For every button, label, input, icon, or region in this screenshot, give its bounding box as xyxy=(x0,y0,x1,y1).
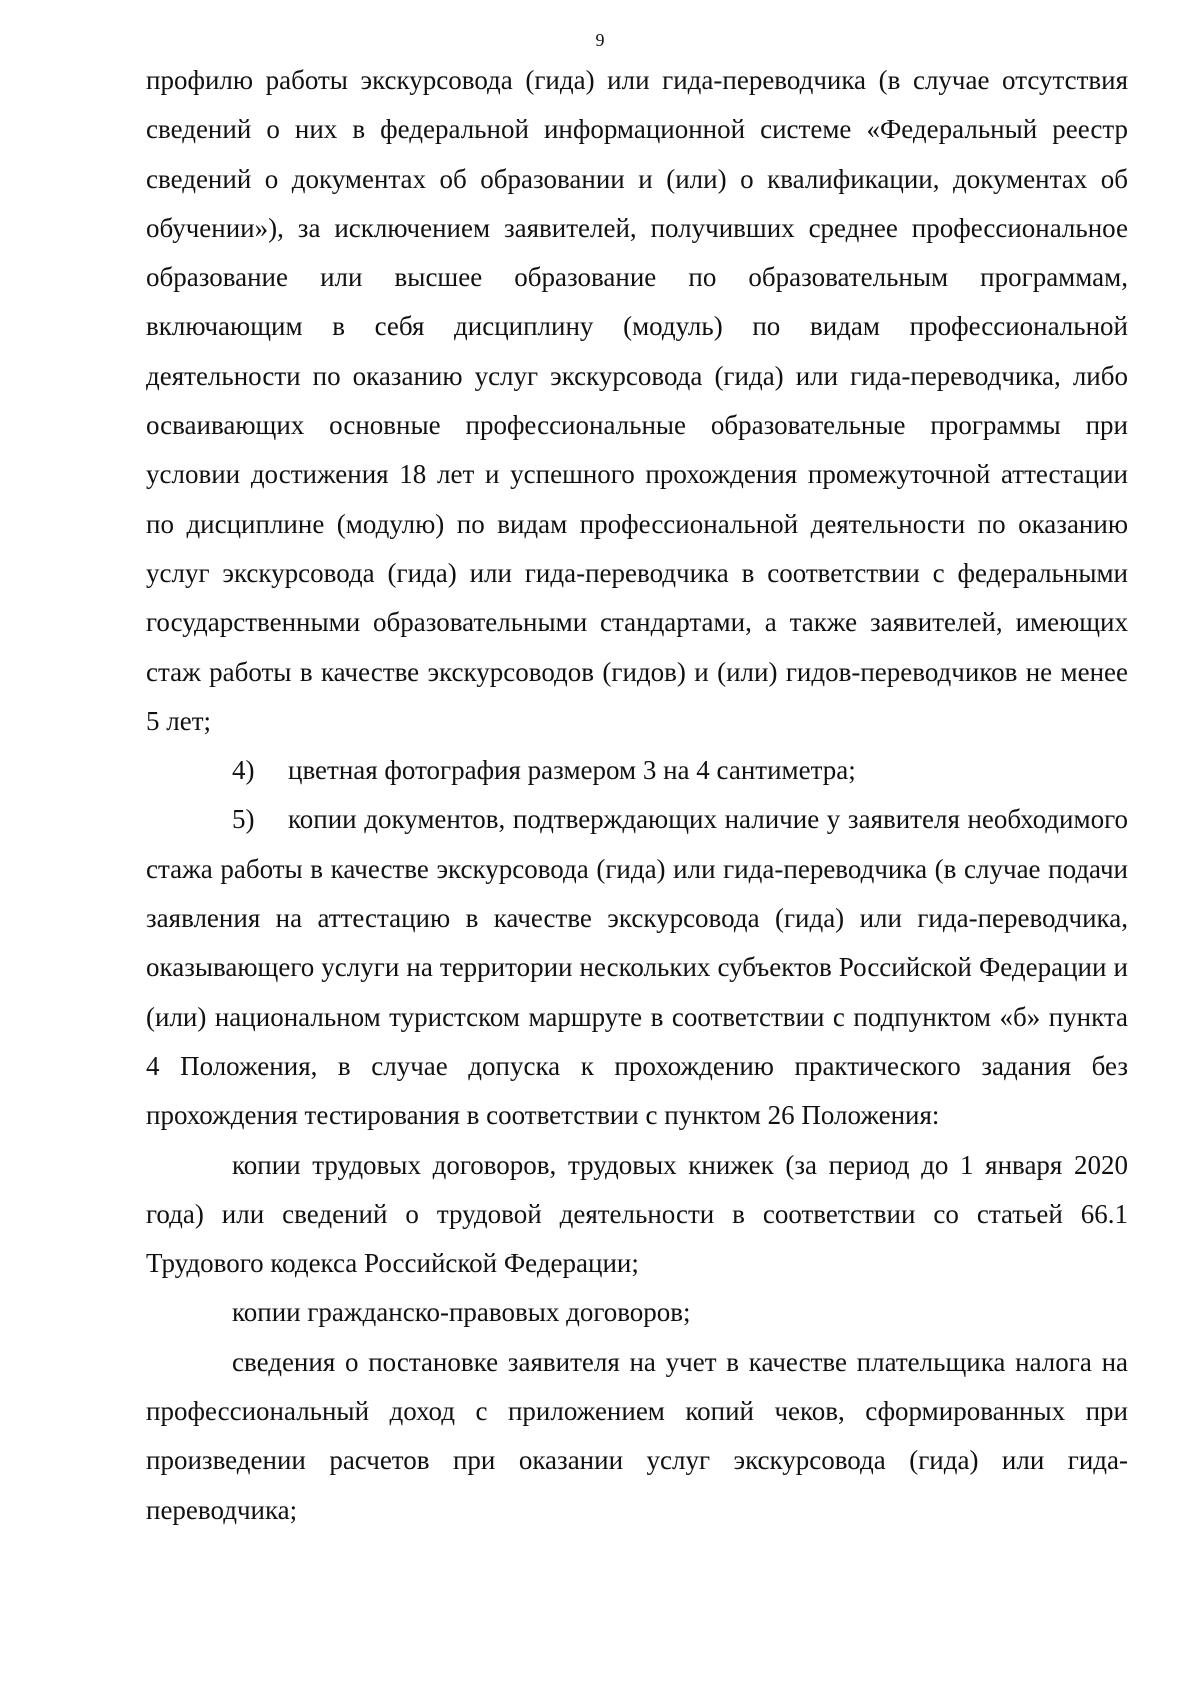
list-item-5 xyxy=(146,795,1128,1140)
list-item-text: цветная фотография размером 3 на 4 сантиметра; xyxy=(288,755,856,786)
paragraph-continuation xyxy=(146,56,1128,746)
paragraph-labor-contracts xyxy=(146,1141,1128,1289)
paragraph-civil-contracts xyxy=(146,1288,1128,1337)
page-number: 9 xyxy=(595,30,605,50)
document-body xyxy=(146,56,1128,1535)
paragraph-tax-registration xyxy=(146,1338,1128,1535)
paragraph-text: сведения о постановке заявителя на учет в качестве плательщика налога на профессиональный доход с приложением копий чеков, сформированных при произведении расчетов при оказании услуг экскурсовода (гида) или гида-переводчика; xyxy=(146,1346,1128,1525)
paragraph-text: профилю работы экскурсовода (гида) или гида-переводчика (в случае отсутствия сведений о них в федеральной информационной системе «Федеральный реестр сведений о документах об образовании и (или) о квалификации, документах об обучении»), за исключением заявителей, получивших среднее профессиональное образование или высшее образование по образовательным программам, включающим в себя дисциплину (модуль) по видам профессиональной деятельности по оказанию услуг экскурсовода (гида) или гида-переводчика, либо осваивающих основные профессиональные образовательные программы при условии достижения 18 лет и успешного прохождения промежуточной аттестации по дисциплине (модулю) по видам профессиональной деятельности по оказанию услуг экскурсовода (гида) или гида-переводчика в соответствии с федеральными государственными образовательными стандартами, а также заявителей, имеющих стаж работы в качестве экскурсоводов (гидов) и (или) гидов-переводчиков не менее 5 лет; xyxy=(146,65,1128,736)
list-item-text: копии документов, подтверждающих наличие у заявителя необходимого стажа работы в качестве экскурсовода (гида) или гида-переводчика (в случае подачи заявления на аттестацию в качестве экскурсовода (гида) или гида-переводчика, оказывающего услуги на территории нескольких субъектов Российской Федерации и (или) национальном туристском маршруте в соответствии с подпунктом «б» пункта 4 Положения, в случае допуска к прохождению практического задания без прохождения тестирования в соответствии с пунктом 26 Положения: xyxy=(146,804,1128,1131)
paragraph-text: копии трудовых договоров, трудовых книжек (за период до 1 января 2020 года) или сведений о трудовой деятельности в соответствии со статьей 66.1 Трудового кодекса Российской Федерации; xyxy=(146,1149,1128,1279)
list-item-number: 4) xyxy=(232,755,255,786)
list-item-4 xyxy=(146,746,1128,795)
paragraph-text: копии гражданско-правовых договоров; xyxy=(232,1297,691,1328)
list-item-number: 5) xyxy=(232,804,255,835)
